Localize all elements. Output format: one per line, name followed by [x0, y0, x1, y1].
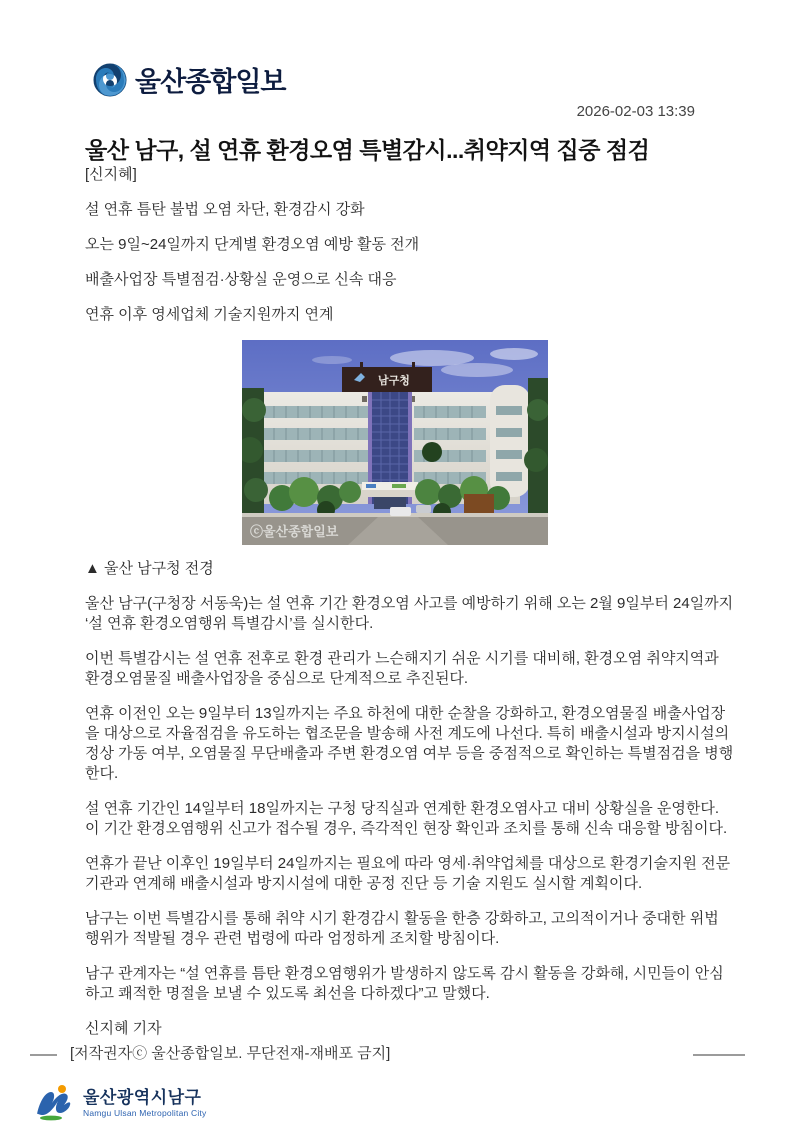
article-subtitle: 오는 9일~24일까지 단계별 환경오염 예방 활동 전개 [85, 236, 420, 253]
reporter-byline: [신지혜] [85, 166, 137, 183]
article-paragraph: 설 연휴 기간인 14일부터 18일까지는 구청 당직실과 연계한 환경오염사고 대비 상황실을 운영한다. 이 기간 환경오염행위 신고가 접수될 경우, 즉각적인 현장 확인과 조치를 통해 신속 대응할 방침이다. [85, 800, 728, 837]
reporter-signature: 신지혜 기자 [85, 1020, 162, 1037]
newspaper-logo-text: 울산종합일보 [135, 67, 286, 97]
footer-org-name-en: Namgu Ulsan Metropolitan City [83, 1107, 207, 1118]
publish-date: 2026-02-03 13:39 [576, 103, 695, 120]
footer-org-name: 울산광역시남구 [83, 1087, 202, 1107]
article-title: 울산 남구, 설 연휴 환경오염 특별감시...취약지역 집중 점검 [85, 137, 650, 163]
copyright-row [70, 1044, 737, 1064]
article-paragraph: 울산 남구(구청장 서동욱)는 설 연휴 기간 환경오염 사고를 예방하기 위해 오는 2월 9일부터 24일까지 ‘설 연휴 환경오염행위 특별감시’를 실시한다. [85, 595, 734, 632]
newspaper-swirl-icon [93, 63, 127, 97]
photo-watermark [250, 524, 339, 539]
newspaper-logo[interactable] [93, 60, 800, 99]
copyright-notice: [저작권자ⓒ 울산종합일보. 무단전재-재배포 금지] [70, 1045, 391, 1062]
article-paragraph: 이번 특별감시는 설 연휴 전후로 환경 관리가 느슨해지기 쉬운 시기를 대비해, 환경오염 취약지역과 환경오염물질 배출사업장을 중심으로 단계적으로 추진된다. [85, 650, 719, 687]
article-subtitle: 배출사업장 특별점검·상황실 운영으로 신속 대응 [85, 271, 397, 288]
building-photo [242, 340, 548, 545]
article-paragraph: 연휴가 끝난 이후인 19일부터 24일까지는 필요에 따라 영세·취약업체를 대상으로 환경기술지원 전문기관과 연계해 배출시설과 방지시설에 대한 공정 진단 등 기술 지원도 실시할 계획이다. [85, 855, 731, 892]
article-photo [242, 340, 548, 545]
photo-caption: ▲ 울산 남구청 전경 [85, 560, 214, 577]
divider-segment-left [30, 1054, 57, 1056]
article-subtitle: 연휴 이후 영세업체 기술지원까지 연계 [85, 306, 334, 323]
article-subtitle: 설 연휴 틈탄 불법 오염 차단, 환경감시 강화 [85, 201, 365, 218]
photo-watermark-text: ⓒ울산종합일보 [250, 524, 339, 539]
namgu-emblem-icon [34, 1084, 74, 1121]
article-paragraph: 남구는 이번 특별감시를 통해 취약 시기 환경감시 활동을 한층 강화하고, 고의적이거나 중대한 위법 행위가 적발될 경우 관련 법령에 따라 엄정하게 조치할 방침이다. [85, 910, 719, 947]
building-sign-text: 남구청 [378, 375, 410, 387]
article-paragraph: 남구 관계자는 “설 연휴를 틈탄 환경오염행위가 발생하지 않도록 감시 활동을 강화해, 시민들이 안심하고 쾌적한 명절을 보낼 수 있도록 최선을 다하겠다”고 말했다. [85, 965, 724, 1002]
article-paragraph: 연휴 이전인 오는 9일부터 13일까지는 주요 하천에 대한 순찰을 강화하고, 환경오염물질 배출사업장을 대상으로 자율점검을 유도하는 협조문을 발송해 사전 계도에 나선다. 특히 배출시설과 방지시설의 정상 가동 여부, 오염물질 무단배출과 주변 환경오염 여부 등을 중점적으로 확인하는 특별점검을 병행한다. [85, 705, 734, 782]
divider-segment-right [693, 1054, 745, 1056]
footer-org-logo[interactable] [34, 1084, 800, 1121]
